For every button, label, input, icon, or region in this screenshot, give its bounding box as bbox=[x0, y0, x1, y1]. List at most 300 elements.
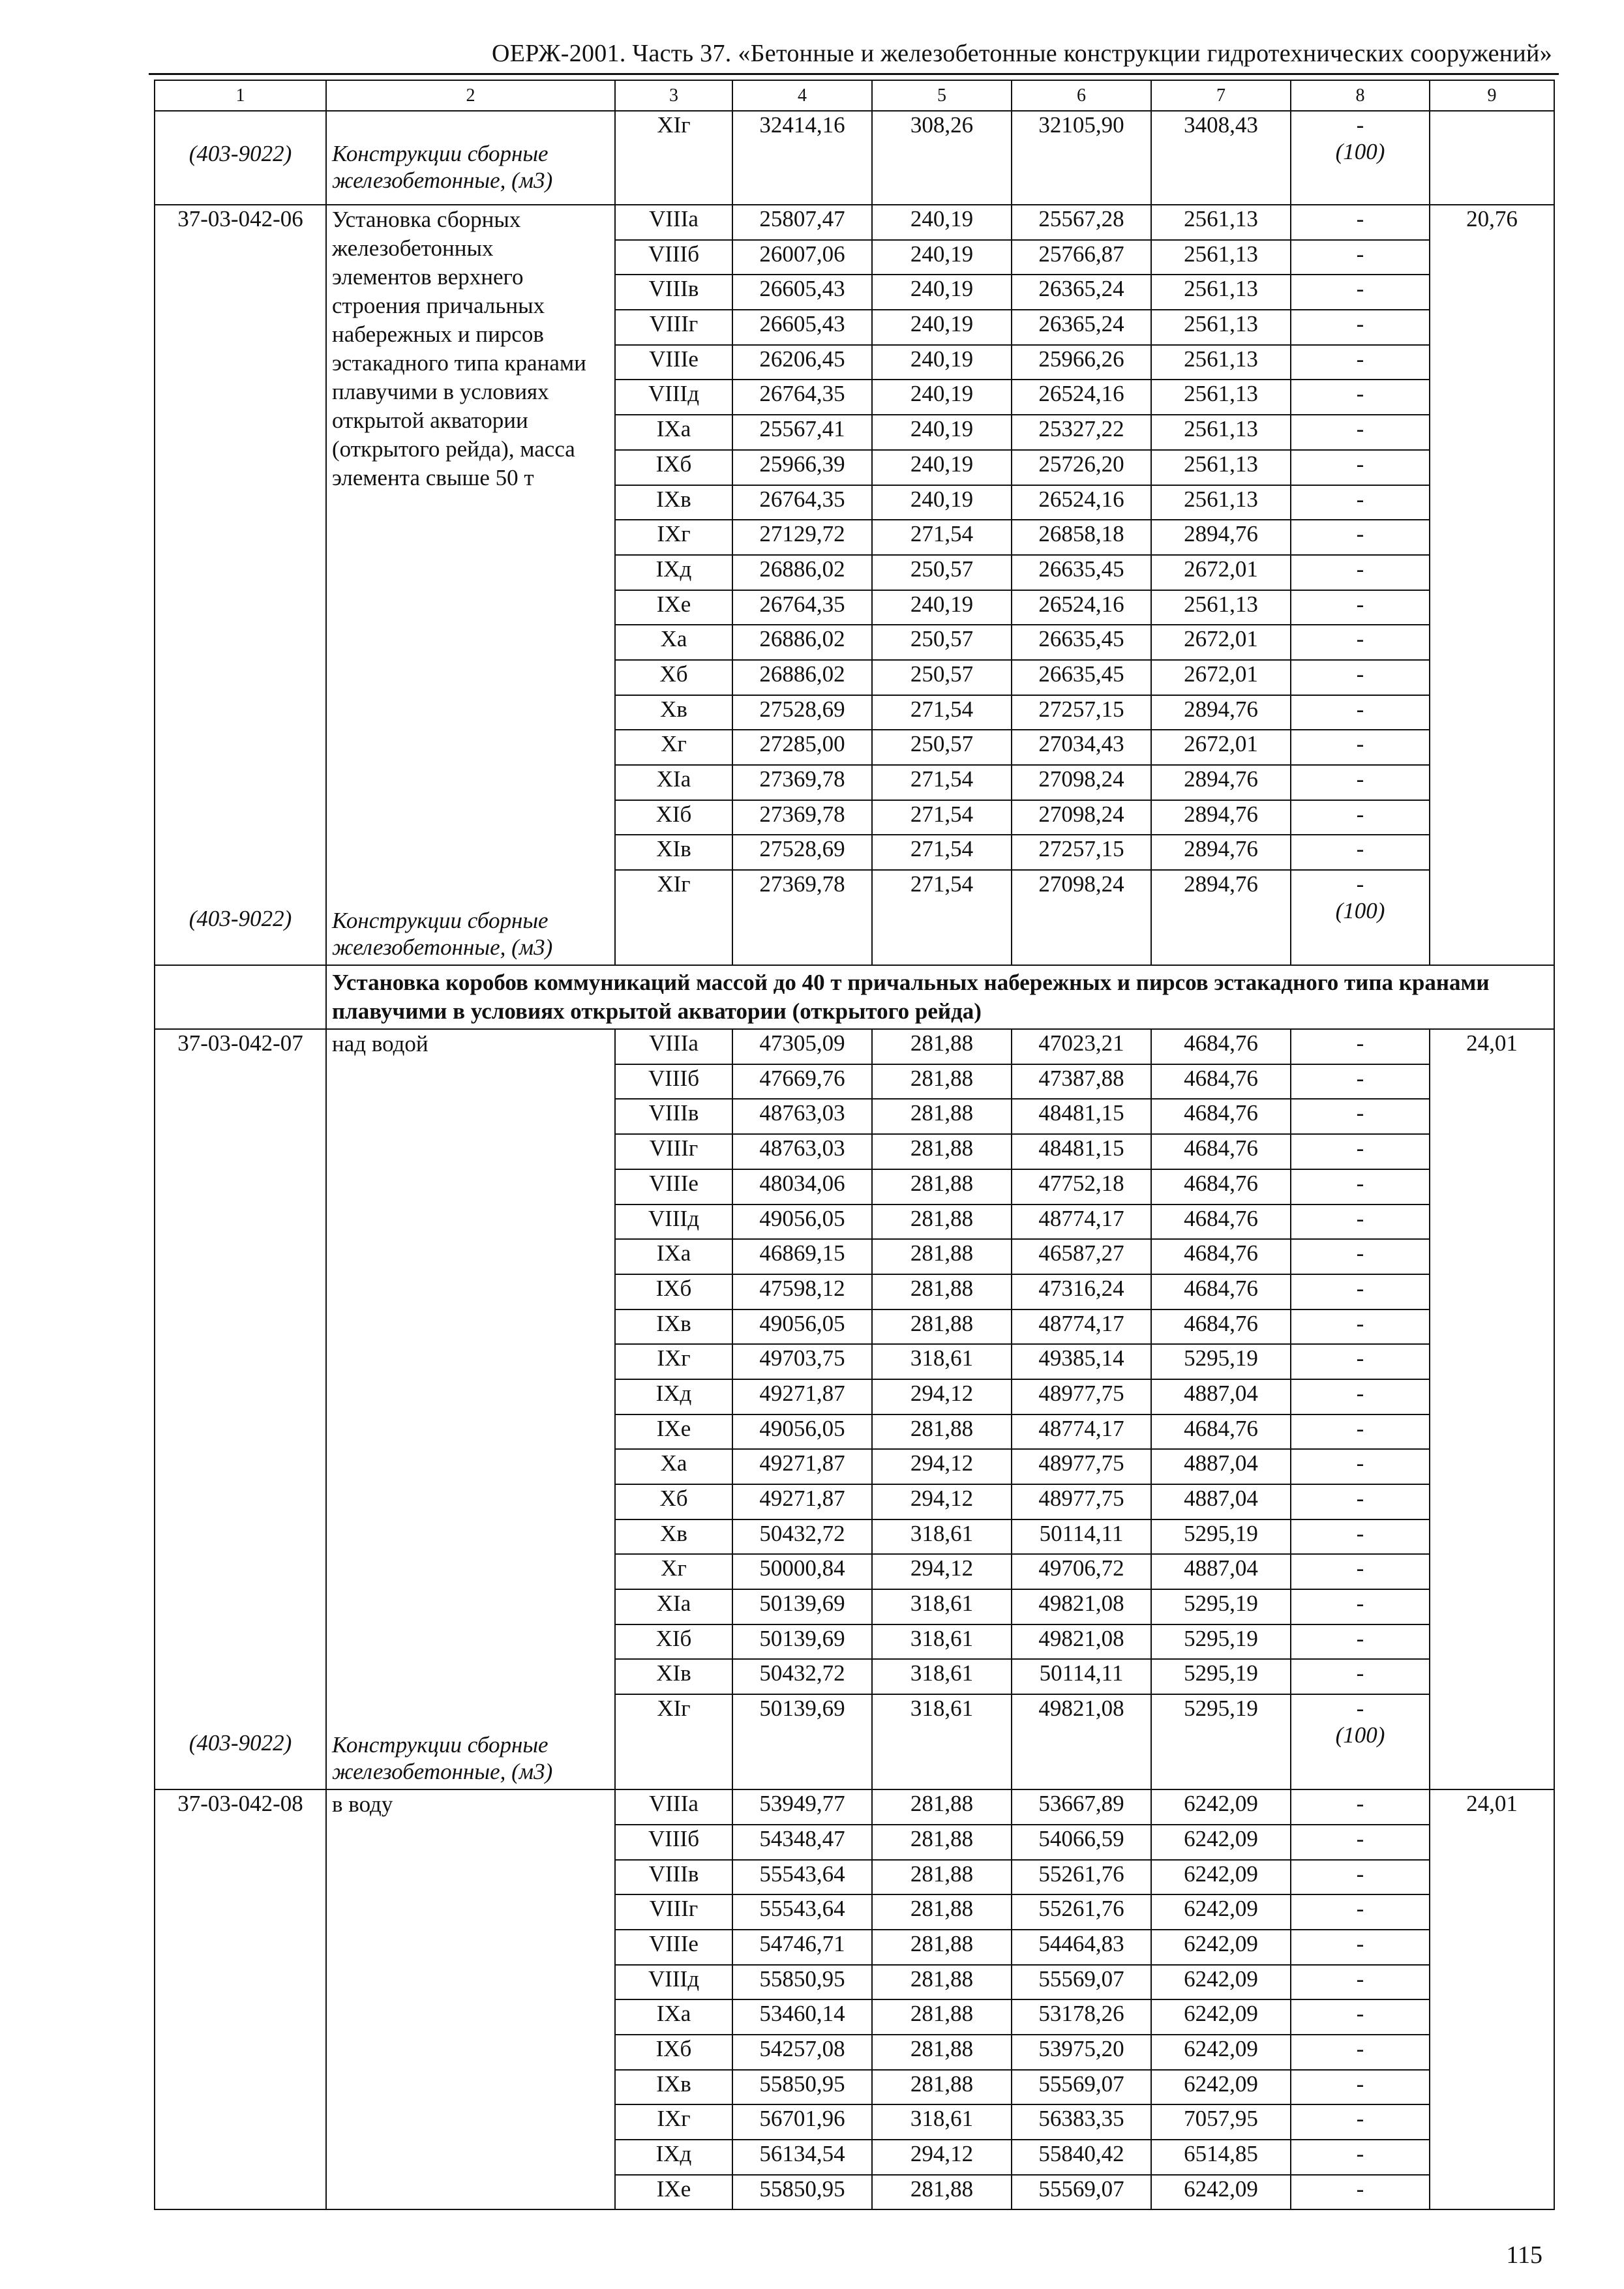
col8-cell bbox=[1291, 520, 1430, 555]
value-cell: 6242,09 bbox=[1151, 1860, 1291, 1895]
value-cell: 2561,13 bbox=[1151, 240, 1291, 275]
section-spacer bbox=[155, 965, 326, 1029]
zone-cell: IXе bbox=[615, 590, 732, 625]
value-cell: 47752,18 bbox=[1012, 1169, 1151, 1204]
col8-value: - bbox=[1356, 206, 1364, 232]
zone-cell: Xа bbox=[615, 625, 732, 660]
column-number: 1 bbox=[155, 80, 326, 111]
code-cell bbox=[155, 205, 326, 965]
column-number: 3 bbox=[615, 80, 732, 111]
value-cell: 27034,43 bbox=[1012, 730, 1151, 765]
footer-label: Конструкции сборные bbox=[332, 908, 549, 934]
value-cell: 2561,13 bbox=[1151, 485, 1291, 520]
column-number: 8 bbox=[1291, 80, 1430, 111]
value-cell: 4684,76 bbox=[1151, 1029, 1291, 1064]
value-cell: 281,88 bbox=[872, 1134, 1012, 1169]
value-cell: 50139,69 bbox=[732, 1624, 872, 1660]
value-cell: 55850,95 bbox=[732, 2175, 872, 2210]
value-cell: 49271,87 bbox=[732, 1449, 872, 1484]
col8-cell bbox=[1291, 450, 1430, 485]
col8-cell bbox=[1291, 2140, 1430, 2175]
col8-cell bbox=[1291, 1930, 1430, 1965]
zone-cell: XIб bbox=[615, 800, 732, 835]
value-cell: 25327,22 bbox=[1012, 415, 1151, 450]
col8-cell bbox=[1291, 485, 1430, 520]
value-cell: 318,61 bbox=[872, 1659, 1012, 1694]
section-title: Установка коробов коммуникаций массой до 40 т причальных набережных и пирсов эстакадного типа кранами плавучими в условиях открытой акватории (открытого рейда) bbox=[326, 965, 1554, 1029]
zone-cell: VIIIд bbox=[615, 1204, 732, 1240]
item-description: в воду bbox=[332, 1791, 393, 1818]
zone-cell: Xг bbox=[615, 1554, 732, 1589]
value-cell: 26206,45 bbox=[732, 345, 872, 380]
value-cell: 55850,95 bbox=[732, 2070, 872, 2105]
zone-cell: VIIIв bbox=[615, 1860, 732, 1895]
col8-cell bbox=[1291, 1414, 1430, 1450]
value-cell: 2561,13 bbox=[1151, 415, 1291, 450]
description-cell bbox=[326, 205, 615, 965]
description-cell bbox=[326, 1029, 615, 1789]
value-cell: 294,12 bbox=[872, 1484, 1012, 1519]
value-cell: 47669,76 bbox=[732, 1064, 872, 1100]
value-cell: 27369,78 bbox=[732, 800, 872, 835]
value-cell: 53178,26 bbox=[1012, 1999, 1151, 2035]
zone-cell: IXа bbox=[615, 415, 732, 450]
zone-cell: IXб bbox=[615, 1274, 732, 1309]
col8-value: - bbox=[1356, 626, 1364, 652]
value-cell: 294,12 bbox=[872, 1449, 1012, 1484]
table-row bbox=[155, 1029, 1554, 1064]
value-cell: 48034,06 bbox=[732, 1169, 872, 1204]
col8-value: - bbox=[1356, 416, 1364, 442]
col8-cell bbox=[1291, 1099, 1430, 1134]
value-cell: 27528,69 bbox=[732, 695, 872, 730]
col9-cell: 24,01 bbox=[1430, 1029, 1554, 1789]
value-cell: 3408,43 bbox=[1151, 111, 1291, 205]
value-cell: 26524,16 bbox=[1012, 590, 1151, 625]
value-cell: 2561,13 bbox=[1151, 450, 1291, 485]
column-number: 5 bbox=[872, 80, 1012, 111]
value-cell: 46869,15 bbox=[732, 1239, 872, 1274]
zone-cell: XIб bbox=[615, 1624, 732, 1660]
value-cell: 4684,76 bbox=[1151, 1274, 1291, 1309]
footer-code: (403-9022) bbox=[188, 1730, 292, 1756]
value-cell: 27129,72 bbox=[732, 520, 872, 555]
zone-cell: IXе bbox=[615, 2175, 732, 2210]
col8-cell bbox=[1291, 1589, 1430, 1624]
col8-cell bbox=[1291, 1204, 1430, 1240]
value-cell: 240,19 bbox=[872, 450, 1012, 485]
col8-value: - bbox=[1356, 486, 1364, 512]
col8-value: - bbox=[1356, 1660, 1364, 1686]
value-cell: 48774,17 bbox=[1012, 1204, 1151, 1240]
value-cell: 26605,43 bbox=[732, 310, 872, 345]
value-cell: 4684,76 bbox=[1151, 1099, 1291, 1134]
value-cell: 4887,04 bbox=[1151, 1554, 1291, 1589]
value-cell: 2561,13 bbox=[1151, 310, 1291, 345]
value-cell: 49821,08 bbox=[1012, 1694, 1151, 1789]
value-cell: 281,88 bbox=[872, 1099, 1012, 1134]
col8-value: - bbox=[1356, 2071, 1364, 2097]
value-cell: 47023,21 bbox=[1012, 1029, 1151, 1064]
value-cell: 281,88 bbox=[872, 1309, 1012, 1345]
col8-cell bbox=[1291, 1029, 1430, 1064]
zone-cell: VIIIг bbox=[615, 1894, 732, 1930]
value-cell: 240,19 bbox=[872, 240, 1012, 275]
value-cell: 308,26 bbox=[872, 111, 1012, 205]
value-cell: 55543,64 bbox=[732, 1894, 872, 1930]
col8-cell bbox=[1291, 1965, 1430, 2000]
value-cell: 27285,00 bbox=[732, 730, 872, 765]
zone-cell: VIIIв bbox=[615, 275, 732, 310]
value-cell: 281,88 bbox=[872, 1789, 1012, 1825]
zone-cell: VIIIе bbox=[615, 1169, 732, 1204]
value-cell: 240,19 bbox=[872, 345, 1012, 380]
value-cell: 55543,64 bbox=[732, 1860, 872, 1895]
value-cell: 48977,75 bbox=[1012, 1484, 1151, 1519]
value-cell: 5295,19 bbox=[1151, 1624, 1291, 1660]
zone-cell: VIIIе bbox=[615, 1930, 732, 1965]
footer-label: железобетонные, (м3) bbox=[332, 935, 553, 961]
zone-cell: Xг bbox=[615, 730, 732, 765]
value-cell: 240,19 bbox=[872, 590, 1012, 625]
value-cell: 4684,76 bbox=[1151, 1239, 1291, 1274]
value-cell: 49056,05 bbox=[732, 1204, 872, 1240]
value-cell: 25567,28 bbox=[1012, 205, 1151, 240]
value-cell: 26764,35 bbox=[732, 485, 872, 520]
column-number: 4 bbox=[732, 80, 872, 111]
col8-cell bbox=[1291, 380, 1430, 415]
value-cell: 49271,87 bbox=[732, 1379, 872, 1414]
value-cell: 240,19 bbox=[872, 275, 1012, 310]
col8-cell bbox=[1291, 1169, 1430, 1204]
value-cell: 49706,72 bbox=[1012, 1554, 1151, 1589]
value-cell: 26635,45 bbox=[1012, 660, 1151, 695]
value-cell: 281,88 bbox=[872, 1169, 1012, 1204]
value-cell: 250,57 bbox=[872, 625, 1012, 660]
zone-cell: VIIIа bbox=[615, 1029, 732, 1064]
col8-cell bbox=[1291, 1064, 1430, 1100]
zone-cell: Xв bbox=[615, 695, 732, 730]
value-cell: 2672,01 bbox=[1151, 625, 1291, 660]
col8-value: - bbox=[1356, 2001, 1364, 2027]
zone-cell: Xа bbox=[615, 1449, 732, 1484]
value-cell: 26886,02 bbox=[732, 660, 872, 695]
zone-cell: Xб bbox=[615, 660, 732, 695]
value-cell: 250,57 bbox=[872, 555, 1012, 590]
value-cell: 27369,78 bbox=[732, 870, 872, 965]
col8-cell bbox=[1291, 1624, 1430, 1660]
col8-cell bbox=[1291, 1894, 1430, 1930]
value-cell: 26764,35 bbox=[732, 380, 872, 415]
value-cell: 271,54 bbox=[872, 870, 1012, 965]
value-cell: 55569,07 bbox=[1012, 1965, 1151, 2000]
footer-value: (100) bbox=[1335, 898, 1385, 924]
col8-cell bbox=[1291, 1484, 1430, 1519]
col8-value: - bbox=[1356, 1930, 1364, 1956]
value-cell: 27098,24 bbox=[1012, 800, 1151, 835]
value-cell: 25966,26 bbox=[1012, 345, 1151, 380]
item-code: 37-03-042-06 bbox=[177, 206, 303, 232]
table-row bbox=[155, 111, 1554, 205]
col8-cell bbox=[1291, 800, 1430, 835]
col8-value: - bbox=[1356, 1450, 1364, 1476]
code-cell bbox=[155, 1789, 326, 2209]
value-cell: 271,54 bbox=[872, 800, 1012, 835]
item-code: 37-03-042-08 bbox=[177, 1791, 303, 1817]
value-cell: 281,88 bbox=[872, 1064, 1012, 1100]
value-cell: 6242,09 bbox=[1151, 1894, 1291, 1930]
value-cell: 4684,76 bbox=[1151, 1309, 1291, 1345]
table-row bbox=[155, 1789, 1554, 1825]
value-cell: 250,57 bbox=[872, 730, 1012, 765]
col8-cell bbox=[1291, 1379, 1430, 1414]
value-cell: 271,54 bbox=[872, 765, 1012, 800]
zone-cell: IXа bbox=[615, 1239, 732, 1274]
value-cell: 5295,19 bbox=[1151, 1694, 1291, 1789]
value-cell: 48763,03 bbox=[732, 1134, 872, 1169]
zone-cell: XIа bbox=[615, 765, 732, 800]
col8-value: - bbox=[1356, 1310, 1364, 1336]
footer-code: (403-9022) bbox=[188, 141, 292, 166]
value-cell: 50139,69 bbox=[732, 1589, 872, 1624]
footer-label: Конструкции сборные bbox=[332, 1732, 549, 1758]
value-cell: 281,88 bbox=[872, 2035, 1012, 2070]
col8-cell bbox=[1291, 1344, 1430, 1379]
col8-cell bbox=[1291, 1554, 1430, 1589]
col8-value: - bbox=[1356, 1030, 1364, 1056]
col8-value: - bbox=[1356, 451, 1364, 477]
col9-cell: 24,01 bbox=[1430, 1789, 1554, 2209]
value-cell: 240,19 bbox=[872, 310, 1012, 345]
col8-cell bbox=[1291, 240, 1430, 275]
value-cell: 2561,13 bbox=[1151, 345, 1291, 380]
value-cell: 2894,76 bbox=[1151, 835, 1291, 870]
col8-value: - bbox=[1356, 1345, 1364, 1371]
value-cell: 54066,59 bbox=[1012, 1825, 1151, 1860]
value-cell: 6242,09 bbox=[1151, 2070, 1291, 2105]
value-cell: 54257,08 bbox=[732, 2035, 872, 2070]
value-cell: 2561,13 bbox=[1151, 275, 1291, 310]
table-row bbox=[155, 965, 1554, 1029]
value-cell: 48481,15 bbox=[1012, 1099, 1151, 1134]
value-cell: 4684,76 bbox=[1151, 1204, 1291, 1240]
zone-cell: IXд bbox=[615, 555, 732, 590]
zone-cell: IXг bbox=[615, 1344, 732, 1379]
value-cell: 32105,90 bbox=[1012, 111, 1151, 205]
value-cell: 2672,01 bbox=[1151, 730, 1291, 765]
value-cell: 49271,87 bbox=[732, 1484, 872, 1519]
value-cell: 281,88 bbox=[872, 2070, 1012, 2105]
value-cell: 49703,75 bbox=[732, 1344, 872, 1379]
col8-value: - bbox=[1356, 2176, 1364, 2202]
value-cell: 49821,08 bbox=[1012, 1624, 1151, 1660]
col8-value: - bbox=[1356, 1791, 1364, 1817]
col8-value: - bbox=[1356, 836, 1364, 862]
description-cell bbox=[326, 1789, 615, 2209]
value-cell: 50000,84 bbox=[732, 1554, 872, 1589]
value-cell: 2894,76 bbox=[1151, 520, 1291, 555]
zone-cell: IXв bbox=[615, 1309, 732, 1345]
zone-cell: IXе bbox=[615, 1414, 732, 1450]
col8-cell bbox=[1291, 835, 1430, 870]
value-cell: 53667,89 bbox=[1012, 1789, 1151, 1825]
value-cell: 6242,09 bbox=[1151, 1965, 1291, 2000]
value-cell: 47316,24 bbox=[1012, 1274, 1151, 1309]
footer-label: железобетонные, (м3) bbox=[332, 168, 553, 193]
value-cell: 56701,96 bbox=[732, 2104, 872, 2140]
value-cell: 49821,08 bbox=[1012, 1589, 1151, 1624]
column-number: 2 bbox=[326, 80, 615, 111]
value-cell: 50139,69 bbox=[732, 1694, 872, 1789]
zone-cell: VIIIг bbox=[615, 1134, 732, 1169]
code-cell bbox=[155, 1029, 326, 1789]
col8-cell bbox=[1291, 1999, 1430, 2035]
value-cell: 49056,05 bbox=[732, 1309, 872, 1345]
table-row bbox=[155, 80, 1554, 111]
value-cell: 27098,24 bbox=[1012, 870, 1151, 965]
zone-cell: XIг bbox=[615, 870, 732, 965]
col8-value: - bbox=[1356, 1520, 1364, 1546]
value-cell: 55569,07 bbox=[1012, 2175, 1151, 2210]
zone-cell: IXд bbox=[615, 2140, 732, 2175]
zone-cell: VIIIв bbox=[615, 1099, 732, 1134]
value-cell: 281,88 bbox=[872, 1029, 1012, 1064]
col8-cell bbox=[1291, 625, 1430, 660]
footer-label: железобетонные, (м3) bbox=[332, 1759, 553, 1785]
col8-value: - bbox=[1356, 1170, 1364, 1196]
col8-value: - bbox=[1356, 801, 1364, 827]
value-cell: 2561,13 bbox=[1151, 205, 1291, 240]
value-cell: 26886,02 bbox=[732, 555, 872, 590]
value-cell: 6242,09 bbox=[1151, 1789, 1291, 1825]
value-cell: 271,54 bbox=[872, 835, 1012, 870]
value-cell: 54348,47 bbox=[732, 1825, 872, 1860]
col8-value: - bbox=[1356, 521, 1364, 547]
col8-cell bbox=[1291, 1134, 1430, 1169]
value-cell: 240,19 bbox=[872, 485, 1012, 520]
col8-value: - bbox=[1356, 591, 1364, 617]
zone-cell: IXд bbox=[615, 1379, 732, 1414]
col8-cell bbox=[1291, 1239, 1430, 1274]
col8-value: - bbox=[1356, 311, 1364, 337]
value-cell: 26886,02 bbox=[732, 625, 872, 660]
zone-cell: IXг bbox=[615, 2104, 732, 2140]
zone-cell: XIа bbox=[615, 1589, 732, 1624]
value-cell: 49056,05 bbox=[732, 1414, 872, 1450]
value-cell: 26858,18 bbox=[1012, 520, 1151, 555]
col8-value: - bbox=[1356, 276, 1364, 302]
zone-cell: VIIIд bbox=[615, 1965, 732, 2000]
col8-cell bbox=[1291, 1449, 1430, 1484]
value-cell: 26365,24 bbox=[1012, 310, 1151, 345]
value-cell: 50114,11 bbox=[1012, 1659, 1151, 1694]
col8-value: - bbox=[1356, 1696, 1364, 1722]
value-cell: 48774,17 bbox=[1012, 1414, 1151, 1450]
value-cell: 25766,87 bbox=[1012, 240, 1151, 275]
col8-value: - bbox=[1356, 2141, 1364, 2166]
page-header: ОЕРЖ-2001. Часть 37. «Бетонные и железобетонные конструкции гидротехнических сооружений» bbox=[492, 40, 1552, 67]
col8-value: - bbox=[1356, 2106, 1364, 2132]
zone-cell: VIIIг bbox=[615, 310, 732, 345]
value-cell: 281,88 bbox=[872, 1894, 1012, 1930]
value-cell: 5295,19 bbox=[1151, 1519, 1291, 1555]
footer-label-group bbox=[332, 907, 552, 961]
col8-cell bbox=[1291, 205, 1430, 240]
value-cell: 4684,76 bbox=[1151, 1064, 1291, 1100]
col8-value: - bbox=[1356, 1896, 1364, 1922]
value-cell: 281,88 bbox=[872, 1825, 1012, 1860]
zone-cell: IXв bbox=[615, 485, 732, 520]
value-cell: 6242,09 bbox=[1151, 1825, 1291, 1860]
col8-cell bbox=[1291, 1309, 1430, 1345]
table-row bbox=[155, 205, 1554, 240]
col8-cell bbox=[1291, 2070, 1430, 2105]
value-cell: 2894,76 bbox=[1151, 695, 1291, 730]
value-cell: 27257,15 bbox=[1012, 695, 1151, 730]
col8-value: - bbox=[1356, 1591, 1364, 1617]
zone-cell: IXб bbox=[615, 450, 732, 485]
zone-cell: XIг bbox=[615, 1694, 732, 1789]
col8-cell bbox=[1291, 2035, 1430, 2070]
value-cell: 27528,69 bbox=[732, 835, 872, 870]
value-cell: 7057,95 bbox=[1151, 2104, 1291, 2140]
col9-cell: 20,76 bbox=[1430, 205, 1554, 965]
value-cell: 53975,20 bbox=[1012, 2035, 1151, 2070]
item-description: Установка сборных железобетонных элементов верхнего строения причальных набережных и пирсов эстакадного типа кранами плавучими в условиях открытой акватории (открытого рейда), масса элемента свыше 50 т bbox=[332, 207, 586, 490]
col8-cell bbox=[1291, 1789, 1430, 1825]
value-cell: 4887,04 bbox=[1151, 1484, 1291, 1519]
value-cell: 26365,24 bbox=[1012, 275, 1151, 310]
col8-cell bbox=[1291, 2104, 1430, 2140]
value-cell: 55569,07 bbox=[1012, 2070, 1151, 2105]
value-cell: 318,61 bbox=[872, 1624, 1012, 1660]
value-cell: 240,19 bbox=[872, 380, 1012, 415]
col8-cell bbox=[1291, 345, 1430, 380]
value-cell: 26635,45 bbox=[1012, 625, 1151, 660]
col8-value: - bbox=[1356, 112, 1364, 138]
item-code: 37-03-042-07 bbox=[177, 1030, 303, 1056]
value-cell: 55261,76 bbox=[1012, 1860, 1151, 1895]
col8-value: - bbox=[1356, 696, 1364, 722]
value-cell: 48977,75 bbox=[1012, 1449, 1151, 1484]
value-cell: 318,61 bbox=[872, 1694, 1012, 1789]
col8-value: - bbox=[1356, 1861, 1364, 1887]
value-cell: 281,88 bbox=[872, 1239, 1012, 1274]
value-cell: 281,88 bbox=[872, 1274, 1012, 1309]
value-cell: 281,88 bbox=[872, 1999, 1012, 2035]
col8-value: - bbox=[1356, 1135, 1364, 1161]
value-cell: 27369,78 bbox=[732, 765, 872, 800]
col8-cell bbox=[1291, 1860, 1430, 1895]
value-cell: 56134,54 bbox=[732, 2140, 872, 2175]
value-cell: 56383,35 bbox=[1012, 2104, 1151, 2140]
page-number: 115 bbox=[1506, 2241, 1542, 2269]
zone-cell: Xб bbox=[615, 1484, 732, 1519]
zone-cell: VIIIб bbox=[615, 1064, 732, 1100]
value-cell: 25567,41 bbox=[732, 415, 872, 450]
value-cell: 281,88 bbox=[872, 1930, 1012, 1965]
value-cell: 250,57 bbox=[872, 660, 1012, 695]
zone-cell: IXв bbox=[615, 2070, 732, 2105]
zone-cell: VIIIе bbox=[615, 345, 732, 380]
value-cell: 53460,14 bbox=[732, 1999, 872, 2035]
value-cell: 6242,09 bbox=[1151, 1930, 1291, 1965]
value-cell: 2561,13 bbox=[1151, 590, 1291, 625]
col8-value: - bbox=[1356, 731, 1364, 757]
value-cell: 294,12 bbox=[872, 1379, 1012, 1414]
value-cell: 50114,11 bbox=[1012, 1519, 1151, 1555]
value-cell: 2561,13 bbox=[1151, 380, 1291, 415]
